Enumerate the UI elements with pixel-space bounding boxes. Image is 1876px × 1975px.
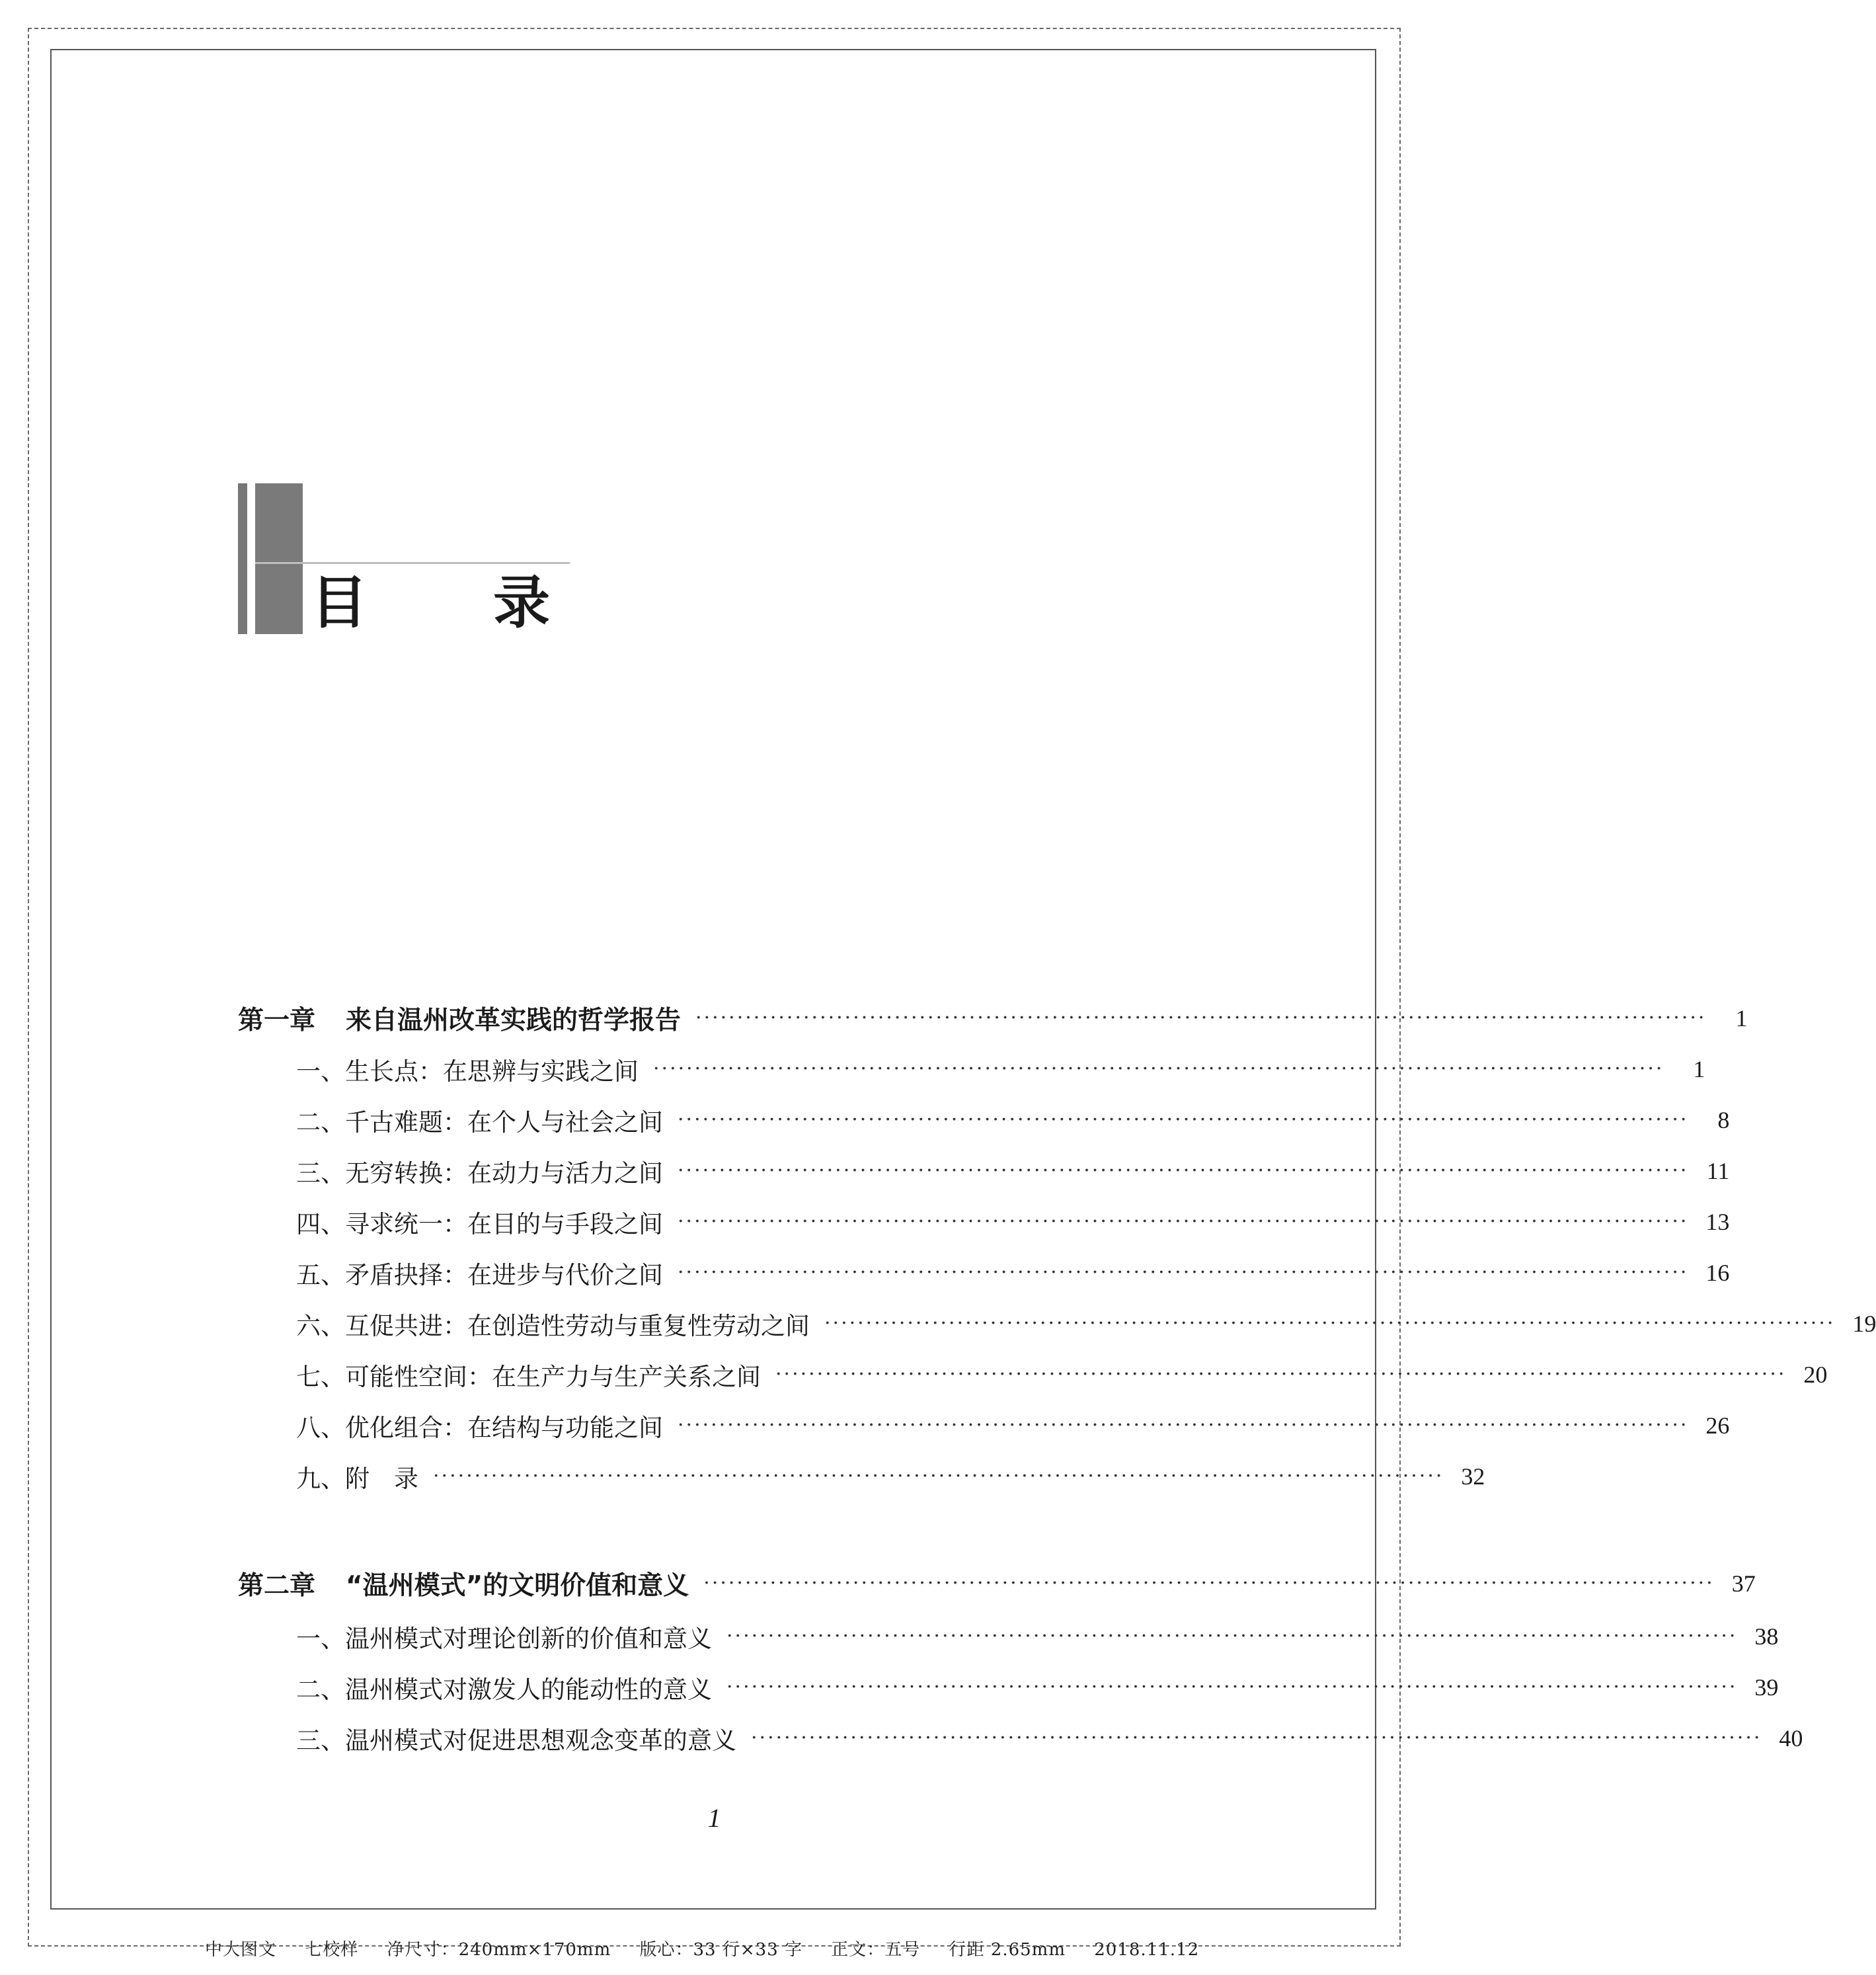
section-page: 19	[1852, 1310, 1876, 1337]
title-rule	[255, 562, 570, 564]
footer-proof: 七校样	[305, 1940, 359, 1960]
section-label: 三、温州模式对促进思想观念变革的意义	[296, 1726, 736, 1755]
section-page: 40	[1779, 1725, 1803, 1752]
leader-dots: ··························································································································	[678, 1414, 1689, 1437]
footer-date: 2018.11.12	[1094, 1940, 1200, 1960]
section-page: 1	[1693, 1056, 1705, 1082]
leader-dots: ··························································································································	[678, 1108, 1689, 1131]
section-page: 11	[1706, 1158, 1730, 1184]
leader-dots: ··························································································································	[726, 1625, 1738, 1648]
page-number: 1	[707, 1803, 721, 1833]
proof-footer	[205, 1936, 1222, 1960]
title-decor-bar-thin	[238, 483, 247, 634]
toc-section[interactable]	[238, 1457, 1485, 1496]
footer-line-spacing: 行距 2.65mm	[949, 1940, 1066, 1960]
section-label: 二、温州模式对激发人的能动性的意义	[296, 1675, 712, 1704]
section-label: 一、生长点：在思辨与实践之间	[296, 1057, 639, 1086]
toc-section[interactable]	[238, 1406, 1730, 1445]
toc-section[interactable]	[238, 1304, 1876, 1344]
section-label: 三、无穷转换：在动力与活力之间	[296, 1159, 663, 1188]
chapter-label: 第一章 来自温州改革实践的哲学报告	[238, 1006, 682, 1035]
footer-layout: 版心：33 行×33 字	[639, 1940, 802, 1960]
title-decor-bar-wide	[255, 483, 303, 634]
toc-section[interactable]	[238, 1202, 1730, 1242]
toc-section[interactable]	[238, 1049, 1705, 1089]
leader-dots: ··························································································································	[695, 1006, 1707, 1029]
section-page: 8	[1717, 1107, 1730, 1133]
footer-size: 净尺寸：240mm×170mm	[387, 1940, 611, 1960]
section-label: 五、矛盾抉择：在进步与代价之间	[296, 1261, 663, 1289]
chapter-page: 37	[1731, 1570, 1756, 1597]
leader-dots: ··························································································································	[678, 1159, 1689, 1182]
leader-dots: ··························································································································	[726, 1675, 1738, 1699]
section-page: 20	[1803, 1361, 1828, 1388]
toc-chapter-1[interactable]	[238, 998, 1748, 1038]
section-label: 二、千古难题：在个人与社会之间	[296, 1108, 663, 1137]
section-label: 九、附 录	[296, 1465, 418, 1493]
chapter-page: 1	[1735, 1005, 1748, 1031]
footer-body-font: 正文：五号	[831, 1940, 921, 1960]
toc-title-block	[238, 483, 603, 636]
footer-publisher: 中大图文	[205, 1940, 277, 1960]
toc-section[interactable]	[238, 1253, 1730, 1293]
toc-section[interactable]	[238, 1718, 1803, 1758]
leader-dots: ··························································································································	[751, 1726, 1762, 1750]
section-page: 26	[1705, 1412, 1730, 1439]
toc-chapter-2[interactable]	[238, 1564, 1756, 1603]
section-page: 32	[1461, 1463, 1485, 1490]
section-page: 16	[1705, 1260, 1730, 1286]
leader-dots: ··························································································································	[703, 1572, 1715, 1595]
section-page: 39	[1754, 1674, 1779, 1701]
chapter-label: 第二章 “温州模式”的文明价值和意义	[238, 1571, 689, 1601]
toc-section[interactable]	[238, 1100, 1730, 1140]
section-label: 四、寻求统一：在目的与手段之间	[296, 1210, 663, 1238]
section-label: 一、温州模式对理论创新的价值和意义	[296, 1625, 712, 1653]
section-label: 七、可能性空间：在生产力与生产关系之间	[296, 1363, 761, 1391]
leader-dots: ··························································································································	[775, 1363, 1787, 1386]
page-title: 目 录	[311, 569, 603, 636]
leader-dots: ··························································································································	[678, 1261, 1689, 1284]
toc-section[interactable]	[238, 1617, 1779, 1656]
section-label: 八、优化组合：在结构与功能之间	[296, 1414, 663, 1442]
leader-dots: ··························································································································	[678, 1210, 1689, 1233]
leader-dots: ··························································································································	[824, 1312, 1836, 1335]
toc-section[interactable]	[238, 1355, 1828, 1394]
section-page: 13	[1705, 1209, 1730, 1235]
section-label: 六、互促共进：在创造性劳动与重复性劳动之间	[296, 1312, 810, 1340]
leader-dots: ··························································································································	[653, 1057, 1664, 1080]
leader-dots: ··························································································································	[433, 1465, 1444, 1488]
section-page: 38	[1754, 1623, 1779, 1650]
toc-section[interactable]	[238, 1668, 1779, 1707]
toc-section[interactable]	[238, 1151, 1730, 1191]
